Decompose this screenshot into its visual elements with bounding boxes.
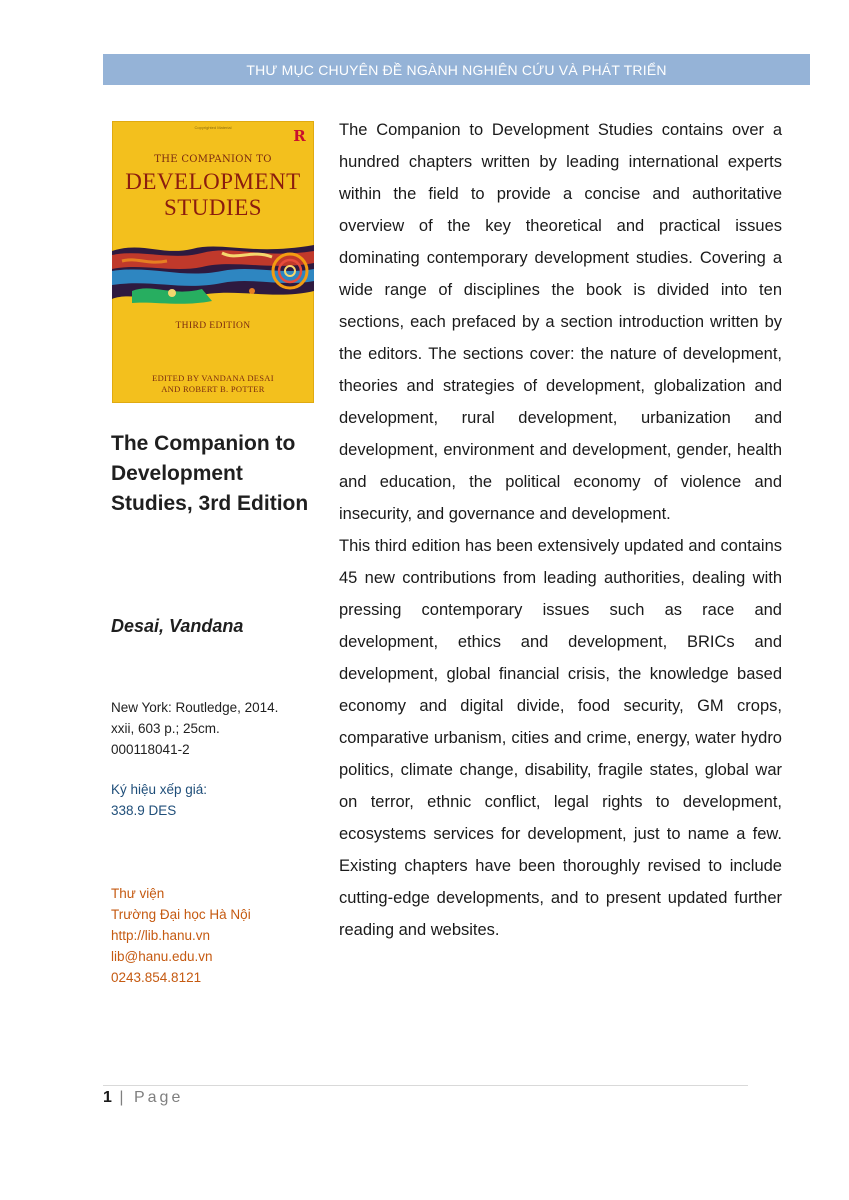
cover-small-text: Copyrighted Material: [194, 125, 232, 130]
cover-editors-line2: AND ROBERT B. POTTER: [161, 384, 265, 394]
record-id: 000118041-2: [111, 742, 190, 757]
description-paragraph-1: The Companion to Development Studies contains over a hundred chapters written by leading international experts within the field to provide a concise and authoritative overview of the key theoretical and practical issues dominating contemporary development studies. Covering a wide range of disciplines the book is divided into ten sections, each prefaced by a section introduction written by the editors. The sections cover: the nature of development, theories and strategies of development, globalization and development, rural development, urbanization and development, environment and development, gender, health and education, the political economy of violence and insecurity, and governance and development.: [339, 121, 782, 523]
book-author: Desai, Vandana: [111, 616, 244, 636]
publisher-logo: R: [293, 127, 306, 145]
publication-info: [111, 697, 326, 760]
cover-editors: [112, 373, 314, 395]
cover-artwork: [112, 231, 314, 311]
publication-extent: xxii, 603 p.; 25cm.: [111, 721, 220, 736]
footer-divider: [103, 1085, 748, 1086]
cover-title-line2: DEVELOPMENT: [125, 169, 301, 194]
book-title: The Companion to Development Studies, 3rd Edition: [111, 432, 309, 515]
book-cover: [112, 121, 314, 403]
library-email[interactable]: lib@hanu.edu.vn: [111, 949, 213, 964]
header-title: THƯ MỤC CHUYÊN ĐỀ NGÀNH NGHIÊN CỨU VÀ PHÁT TRIỂN: [246, 61, 667, 78]
page-label: Page: [133, 1089, 184, 1106]
cover-edition: THIRD EDITION: [175, 321, 251, 331]
call-number-label: Ký hiệu xếp giá:: [111, 782, 208, 797]
library-name: Thư viện: [111, 886, 165, 901]
library-phone: 0243.854.8121: [111, 970, 202, 985]
library-info: [111, 883, 251, 988]
description-paragraph-2: This third edition has been extensively updated and contains 45 new contributions from leading authorities, dealing with pressing contemporary issues such as race and development, ethics and development, BRICs and development, global financial crisis, the knowledge based economy and digital divide, food security, GM crops, comparative urbanism, cities and crime, energy, water hydro politics, climate change, disability, fragile states, global war on terror, ethnic conflict, legal rights to development, ecosystems services for development, just to name a few. Existing chapters have been thoroughly revised to include cutting-edge developments, and to present updated further reading and websites.: [339, 537, 782, 939]
cover-title-line1: THE COMPANION TO: [154, 154, 272, 165]
footer-separator: |: [119, 1089, 127, 1106]
call-number: [111, 779, 207, 821]
cover-title-line3: STUDIES: [163, 195, 263, 220]
library-university: Trường Đại học Hà Nội: [111, 907, 251, 922]
page-footer: [103, 1089, 183, 1107]
page-header: [103, 54, 810, 85]
page-number: 1: [103, 1089, 112, 1106]
cover-editors-line1: EDITED BY VANDANA DESAI: [152, 373, 274, 383]
library-website[interactable]: http://lib.hanu.vn: [111, 928, 211, 943]
publication-place: New York: Routledge, 2014.: [111, 700, 279, 715]
book-description: [339, 114, 782, 946]
call-number-value: 338.9 DES: [111, 803, 177, 818]
